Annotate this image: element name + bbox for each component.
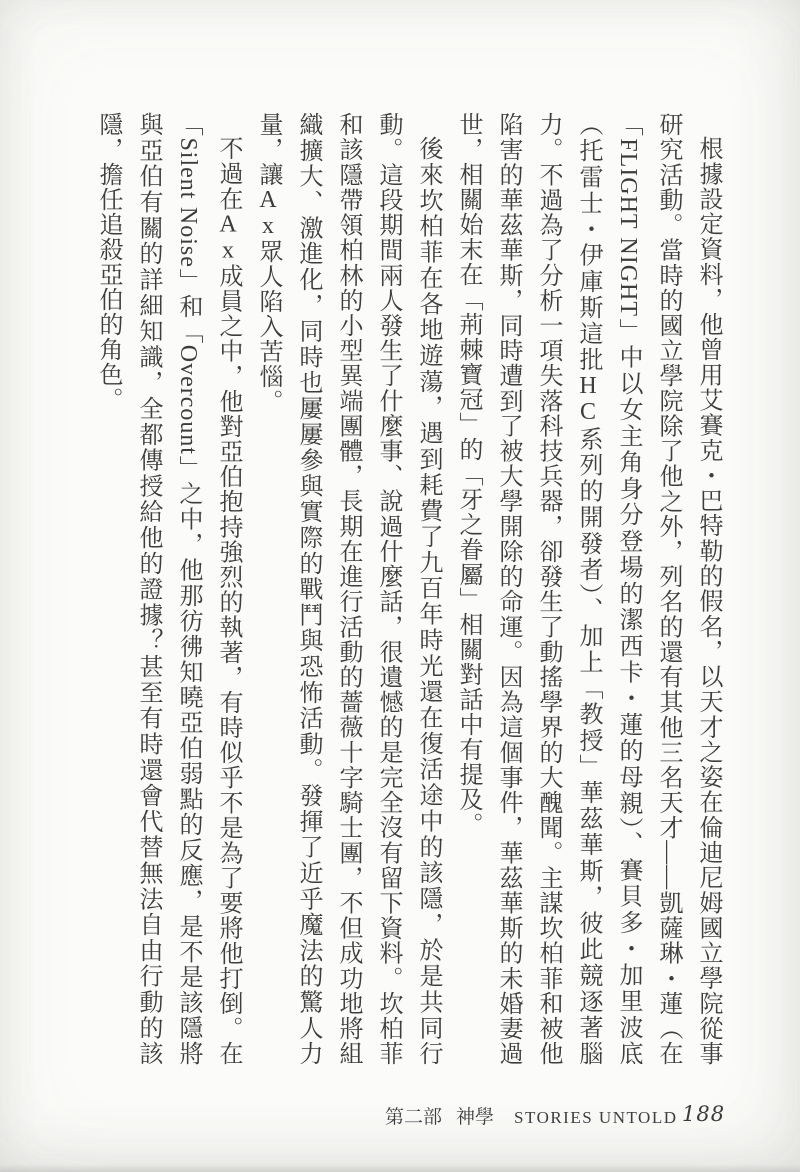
page-number: 188 — [682, 1102, 726, 1126]
paragraph: 根據設定資料，他曾用艾賽克・巴特勒的假名，以天才之姿在倫迪尼姆國立學院從事研究活動。當時的國立學院除了他之外，列名的還有其他三名天才——凱薩琳・蓮（在「FLIGHT NIGHT」中以女主角身分登場的潔西卡・蓮的母親）、賽貝多・加里波底（托雷士・伊庫斯這批HC系列的開發者）、加上「教授」華茲華斯，彼此競逐著腦力。不過為了分析一項失落科技兵器，卻發生了動搖學界的大醜聞。主謀坎柏菲和被他陷害的華茲華斯，同時遭到了被大學開除的命運。因為這個事件，華茲華斯的未婚妻過世，相關始末在「荊棘寶冠」的「牙之眷屬」相關對話中有提及。 — [455, 112, 721, 1067]
page-body-vertical-text — [80, 112, 728, 1066]
page-footer — [0, 1100, 800, 1134]
part-label: 第二部 — [385, 1107, 443, 1128]
paragraph: 後來坎柏菲在各地遊蕩，遇到耗費了九百年時光還在復活途中的該隱，於是共同行動。這段期間兩人發生了什麼事、說過什麼話，很遺憾的是完全沒有留下資料。坎柏菲和該隱帶領柏林的小型異端團體，長期在進行活動的薔薇十字騎士團，不但成功地將組織擴大、激進化，同時也屢屢參與實際的戰鬥與恐怖活動。發揮了近乎魔法的驚人力量，讓Ax眾人陷入苦惱。 — [255, 112, 441, 1066]
paragraph: 不過在Ax成員之中，他對亞伯抱持強烈的執著，有時似乎不是為了要將他打倒。在「Silent Noise」和「Overcount」之中，他那彷彿知曉亞伯弱點的反應，是不是該隱將與亞伯有關的詳細知識，全都傳授給他的證據？甚至有時還會代替無法自由行動的該隱，擔任追殺亞伯的角色。 — [95, 112, 241, 1067]
series-title: STORIES UNTOLD — [514, 1108, 678, 1127]
running-title — [385, 1102, 678, 1129]
section-title: 神學 — [456, 1107, 495, 1128]
